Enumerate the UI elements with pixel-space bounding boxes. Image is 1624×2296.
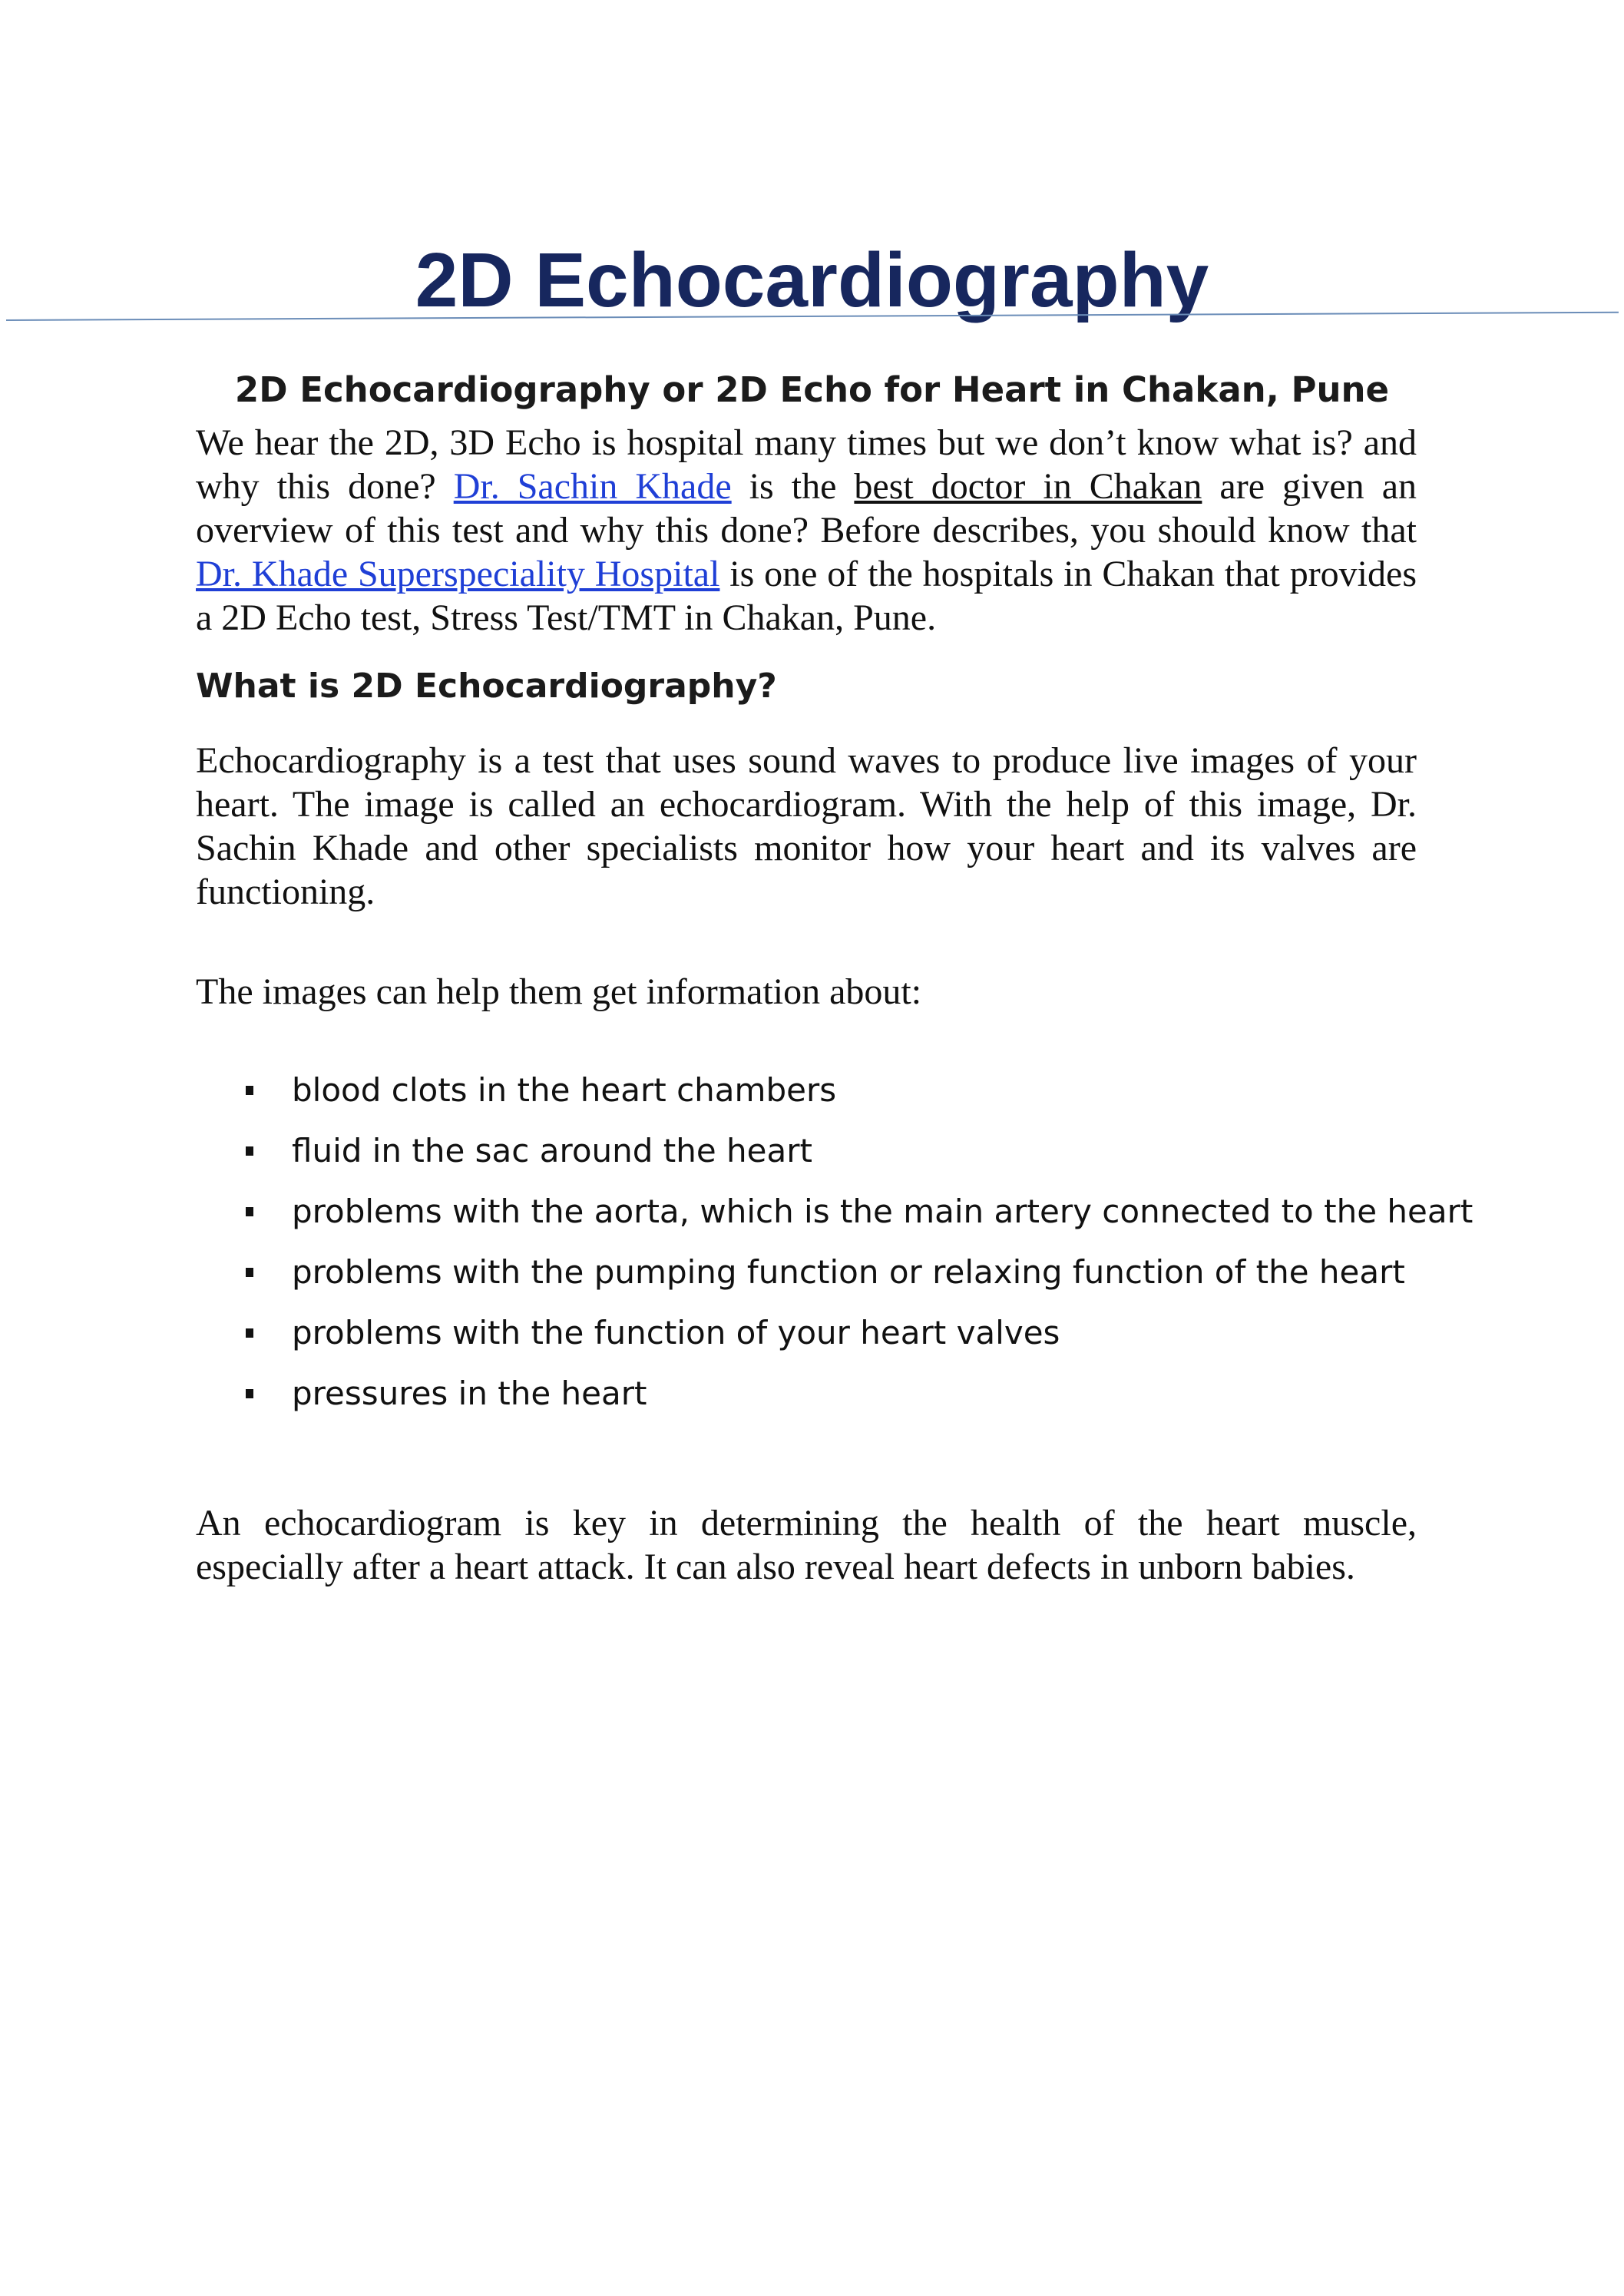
list-item [246, 1187, 1474, 1248]
list-item-text: fluid in the sac around the heart [292, 1132, 812, 1170]
list-item [246, 1248, 1444, 1308]
list-item-text: pressures in the heart [292, 1375, 647, 1412]
paragraph-conclusion: An echocardiogram is key in determining the health of the heart muscle, especially after a heart attack. It can also reveal heart defects in unborn babies. [196, 1503, 1417, 1587]
intro-text-1: We hear the 2D, 3D Echo is hospital many times but we don’t know what is? and why this done? [196, 422, 1417, 507]
subtitle: 2D Echocardiography or 2D Echo for Heart in Chakan, Pune [234, 369, 1390, 410]
paragraph-images-intro: The images can help them get information about: [196, 971, 922, 1012]
page-title: 2D Echocardiography [415, 237, 1209, 323]
bullet-icon [246, 1389, 253, 1398]
bullet-icon [246, 1328, 253, 1338]
bullet-icon [246, 1086, 253, 1095]
list-item-text: problems with the pumping function or relaxing function of the heart [292, 1253, 1405, 1291]
list-item [246, 1308, 1444, 1369]
list-item-text: problems with the function of your heart valves [292, 1314, 1060, 1351]
paragraph-definition: Echocardiography is a test that uses sound waves to produce live images of your heart. The image is called an echocardiogram. With the help of this image, Dr. Sachin Khade and other specialists monitor how your heart and its valves are functioning. [196, 740, 1417, 912]
intro-paragraph [196, 421, 1417, 640]
list-item-text: blood clots in the heart chambers [292, 1071, 837, 1109]
bullet-icon [246, 1268, 253, 1277]
best-doctor-link[interactable]: best doctor in Chakan [854, 466, 1202, 507]
hospital-link[interactable]: Dr. Khade Superspeciality Hospital [196, 554, 720, 594]
list-item [246, 1066, 1444, 1126]
list-item [246, 1126, 1444, 1187]
information-list [246, 1066, 1474, 1430]
bullet-icon [246, 1146, 253, 1156]
intro-text-4: is one of the hospitals in Chakan that provides a 2D Echo test, Stress Test/TMT in Chakan, Pune. [196, 554, 1417, 638]
list-item [246, 1369, 1444, 1430]
intro-text-2: is the [731, 466, 855, 507]
dr-sachin-khade-link[interactable]: Dr. Sachin Khade [453, 466, 732, 507]
list-item-text: problems with the aorta, which is the main artery connected to the heart [292, 1193, 1474, 1230]
bullet-icon [246, 1207, 253, 1216]
section-heading: What is 2D Echocardiography? [196, 667, 777, 706]
intro-text-3: are given an overview of this test and why this done? Before describes, you should know that [196, 466, 1417, 551]
